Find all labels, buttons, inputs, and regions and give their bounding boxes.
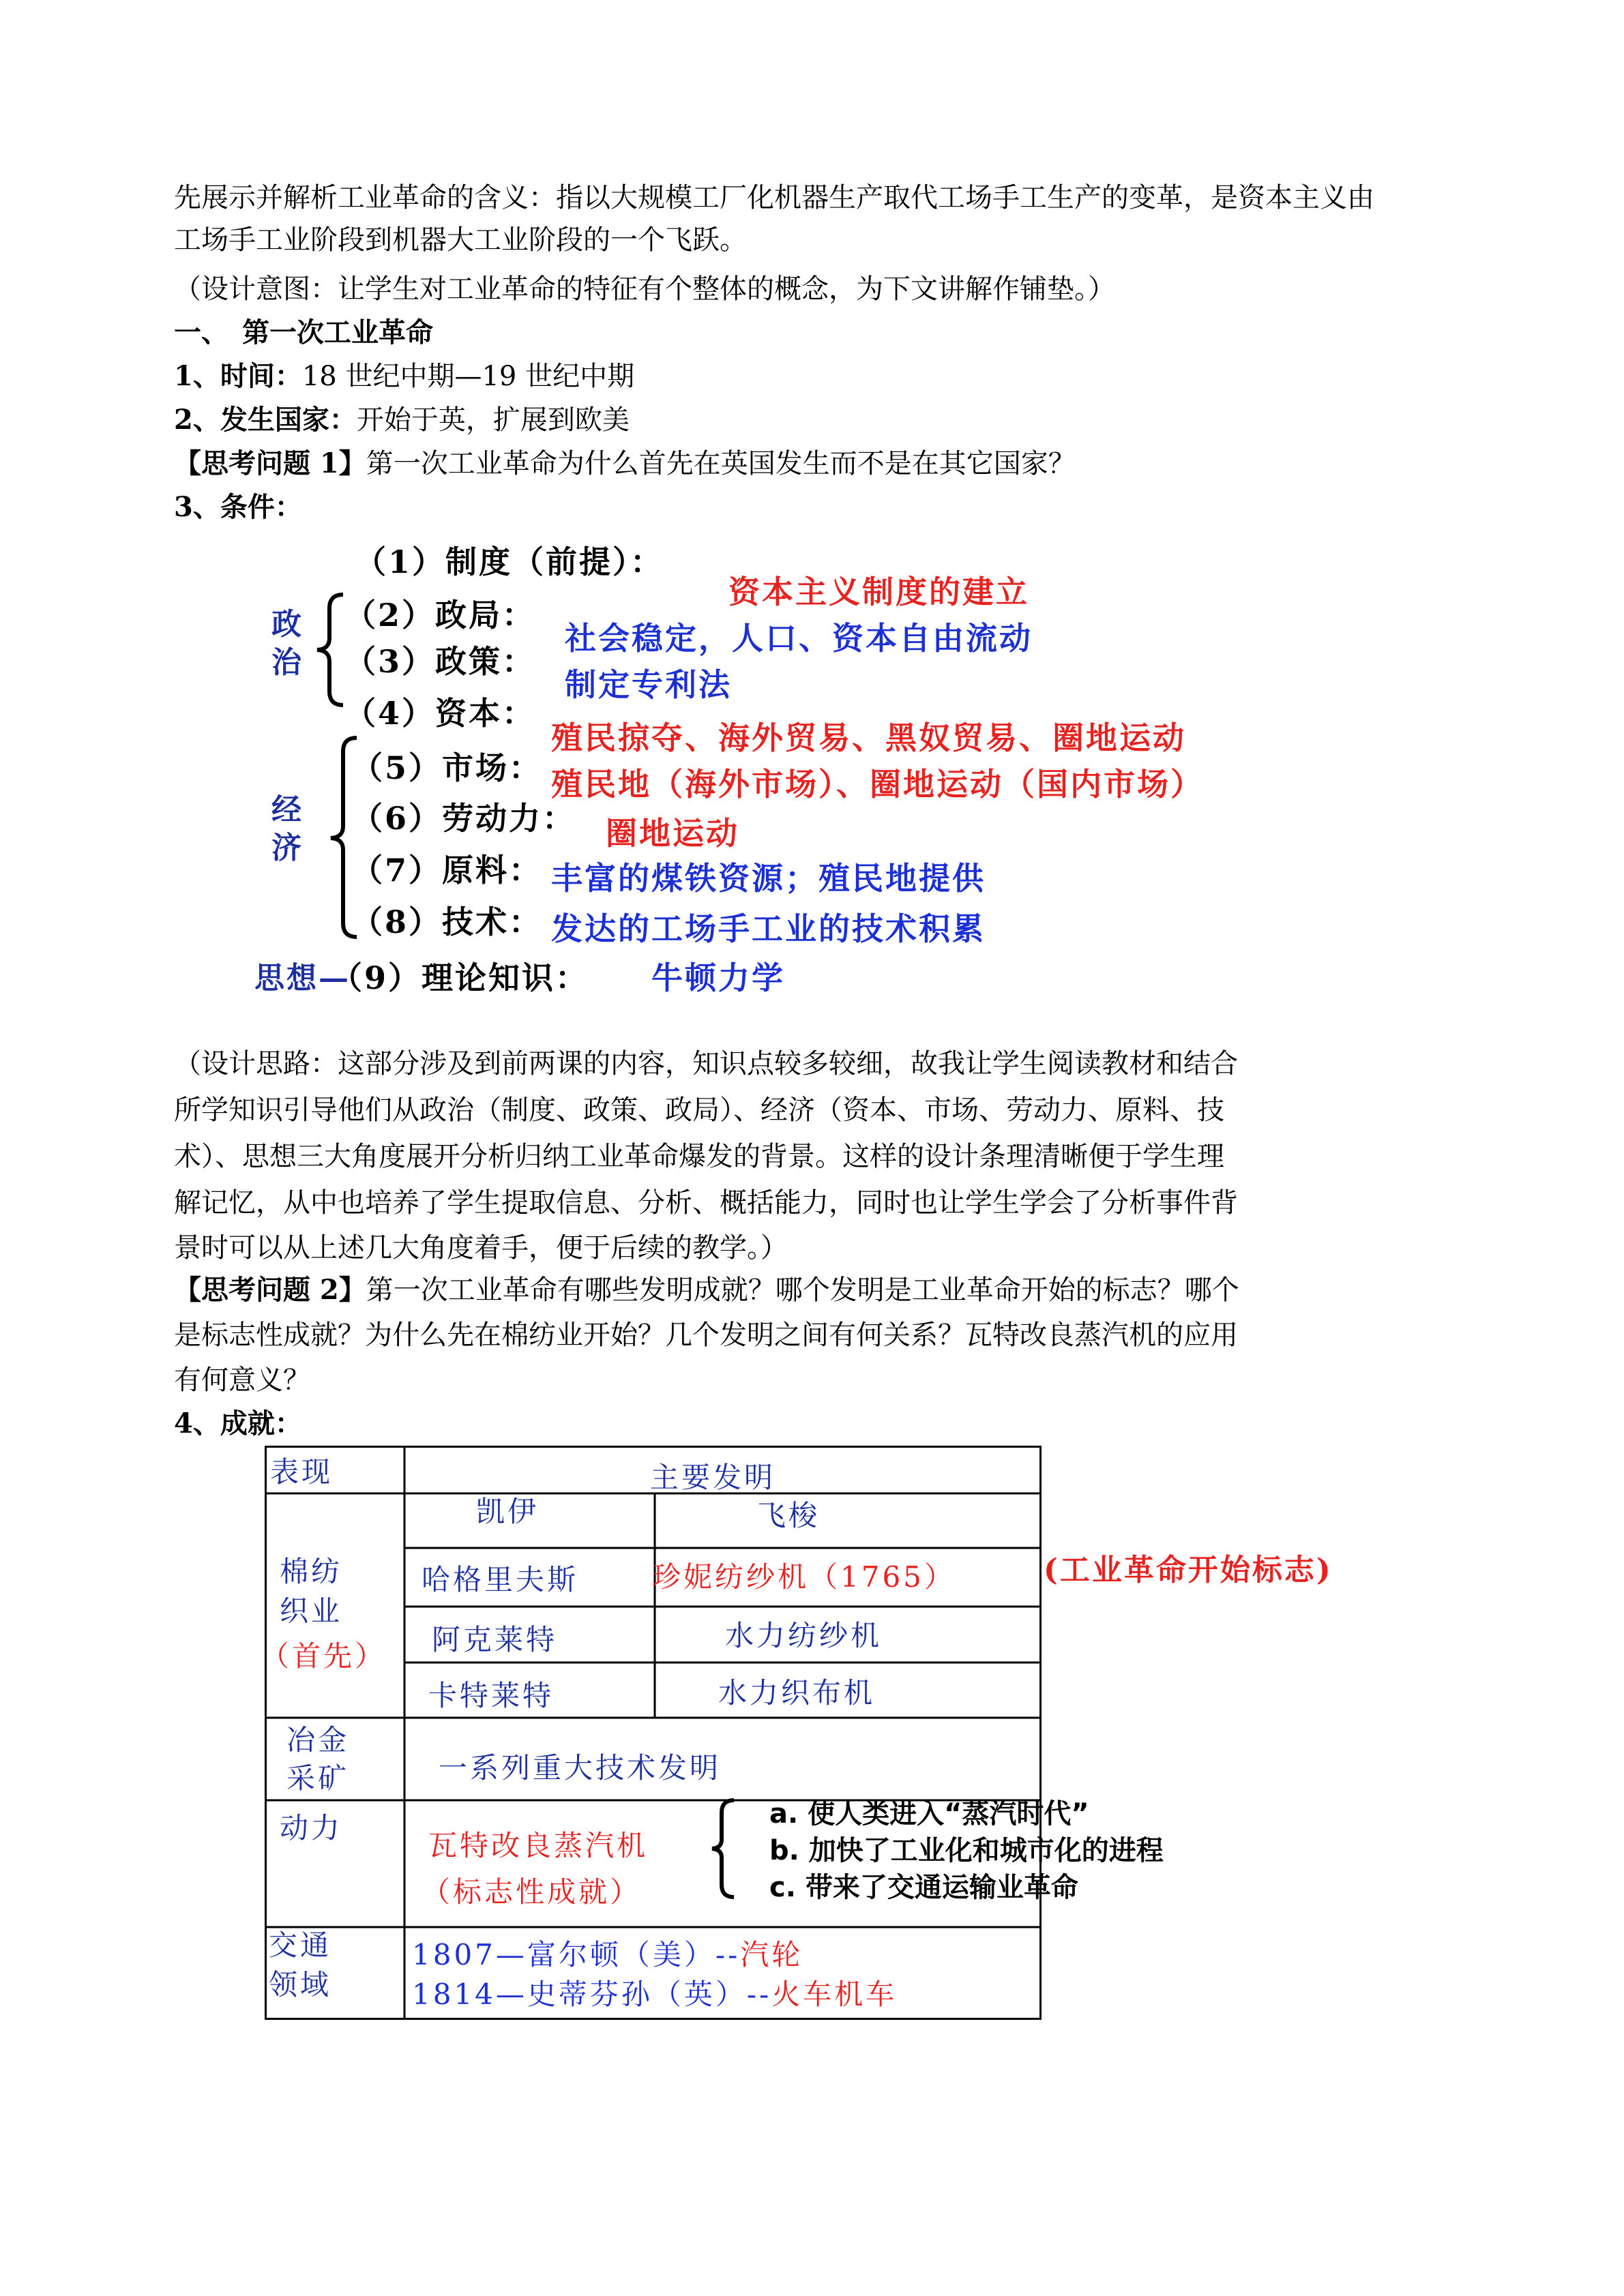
power-value: 瓦特改良蒸汽机	[428, 1829, 649, 1862]
country-label: 2、发生国家：	[174, 404, 357, 436]
inventor-1: 凯伊	[476, 1495, 540, 1528]
power-note: （标志性成就）	[422, 1875, 642, 1909]
question-2-line-3: 有何意义？	[174, 1365, 310, 1396]
condition-value-8: 发达的工场手工业的技术积累	[551, 910, 986, 947]
power-effect-b: b. 加快了工业化和城市化的进程	[769, 1835, 1164, 1866]
textile-note: （首先）	[261, 1639, 387, 1673]
intro-design-note: （设计意图：让学生对工业革命的特征有个整体的概念，为下文讲解作铺垫。）	[174, 273, 1115, 305]
condition-label-5: （5）市场：	[351, 749, 543, 786]
invention-2: 珍妮纺纱机（1765）	[652, 1560, 956, 1594]
start-sign-note: (工业革命开始标志)	[1044, 1553, 1333, 1587]
question-1-text: 第一次工业革命为什么首先在英国发生而不是在其它国家？	[366, 448, 1076, 479]
country-value: 开始于英，扩展到欧美	[356, 404, 630, 436]
country-row	[174, 398, 630, 442]
group-politics-label: 政治	[271, 607, 304, 680]
design-line-2: 所学知识引导他们从政治（制度、政策、政局）、经济（资本、市场、劳动力、原料、技	[174, 1094, 1224, 1126]
transport-label: 交通领域	[269, 1928, 332, 2001]
question-2-text-1: 第一次工业革命有哪些发明成就？哪个发明是工业革命开始的标志？哪个	[366, 1274, 1239, 1306]
condition-label-6: （6）劳动力：	[351, 800, 576, 837]
condition-value-3: 制定专利法	[565, 666, 732, 703]
metal-value: 一系列重大技术发明	[439, 1751, 722, 1785]
inventor-4: 卡特莱特	[428, 1679, 555, 1712]
design-line-3: 术）、思想三大角度展开分析归纳工业革命爆发的背景。这样的设计条理清晰便于学生理	[174, 1141, 1224, 1172]
achievements-label: 4、成就：	[174, 1407, 302, 1440]
group-thought-label: 思想—	[254, 961, 351, 996]
condition-value-6: 圈地运动	[606, 815, 739, 852]
condition-label-9: （9）理论知识：	[331, 959, 589, 996]
header-col2: 主要发明	[650, 1461, 776, 1494]
achievements-table	[261, 1446, 1042, 2020]
inventor-3: 阿克莱特	[432, 1623, 558, 1656]
condition-value-4: 殖民掠夺、海外贸易、黑奴贸易、圈地运动	[551, 719, 1186, 756]
condition-label-7: （7）原料：	[351, 852, 543, 889]
design-line-4: 解记忆，从中也培养了学生提取信息、分析、概括能力，同时也让学生学会了分析事件背	[174, 1187, 1238, 1219]
condition-value-1: 资本主义制度的建立	[728, 573, 1029, 610]
conditions-label: 3、条件：	[174, 491, 302, 523]
condition-label-4: （4）资本：	[344, 695, 536, 732]
transport-row-2	[412, 1972, 897, 2013]
question-2-label: 【思考问题 2】	[174, 1274, 366, 1306]
power-label: 动力	[280, 1811, 343, 1845]
condition-value-5: 殖民地（海外市场）、圈地运动（国内市场）	[551, 766, 1204, 803]
design-line-1: （设计思路：这部分涉及到前两课的内容，知识点较多较细，故我让学生阅读教材和结合	[174, 1048, 1238, 1079]
section-heading: 一、 第一次工业革命	[174, 316, 433, 348]
condition-label-2: （2）政局：	[344, 597, 536, 633]
invention-4: 水力织布机	[718, 1676, 876, 1710]
metal-label: 冶金采矿	[286, 1723, 350, 1795]
group-economy-label: 经济	[271, 792, 304, 865]
time-label: 1、时间：	[174, 360, 302, 392]
power-effect-a: a. 使人类进入“蒸汽时代”	[769, 1798, 1089, 1830]
question-1	[174, 442, 1076, 486]
invention-3: 水力纺纱机	[725, 1619, 883, 1652]
time-value: 18 世纪中期—19 世纪中期	[301, 361, 635, 392]
design-line-5: 景时可以从上述几大角度着手，便于后续的教学。）	[174, 1232, 788, 1264]
intro-line-2: 工场手工业阶段到机器大工业阶段的一个飞跃。	[174, 224, 747, 256]
transport-row-2-item: 火车机车	[771, 1978, 898, 2011]
condition-value-2: 社会稳定，人口、资本自由流动	[565, 620, 1033, 657]
textile-label: 棉纺织业	[280, 1555, 343, 1628]
question-1-label: 【思考问题 1】	[174, 447, 366, 479]
condition-label-1: （1）制度（前提）：	[355, 543, 664, 580]
question-2-line-1	[174, 1268, 1239, 1312]
intro-line-1: 先展示并解析工业革命的含义：指以大规模工厂化机器生产取代工场手工生产的变革，是资本主义由	[174, 182, 1374, 213]
power-effects-brace	[707, 1798, 741, 1900]
transport-row-1	[412, 1933, 803, 1973]
condition-label-3: （3）政策：	[344, 643, 536, 680]
transport-row-2-prefix: 1814—史蒂芬孙（英）--	[412, 1978, 772, 2011]
condition-label-8: （8）技术：	[351, 904, 543, 940]
time-row	[174, 355, 634, 398]
transport-row-1-item: 汽轮	[740, 1938, 803, 1971]
header-col1: 表现	[270, 1455, 334, 1489]
condition-value-7: 丰富的煤铁资源；殖民地提供	[551, 860, 986, 897]
transport-row-1-prefix: 1807—富尔顿（美）--	[412, 1938, 741, 1971]
power-effect-c: c. 带来了交通运输业革命	[769, 1872, 1078, 1903]
condition-value-9: 牛顿力学	[651, 959, 785, 996]
question-2-line-2: 是标志性成就？为什么先在棉纺业开始？几个发明之间有何关系？瓦特改良蒸汽机的应用	[174, 1320, 1238, 1351]
inventor-2: 哈格里夫斯	[422, 1563, 579, 1596]
invention-1: 飞梭	[757, 1499, 821, 1532]
